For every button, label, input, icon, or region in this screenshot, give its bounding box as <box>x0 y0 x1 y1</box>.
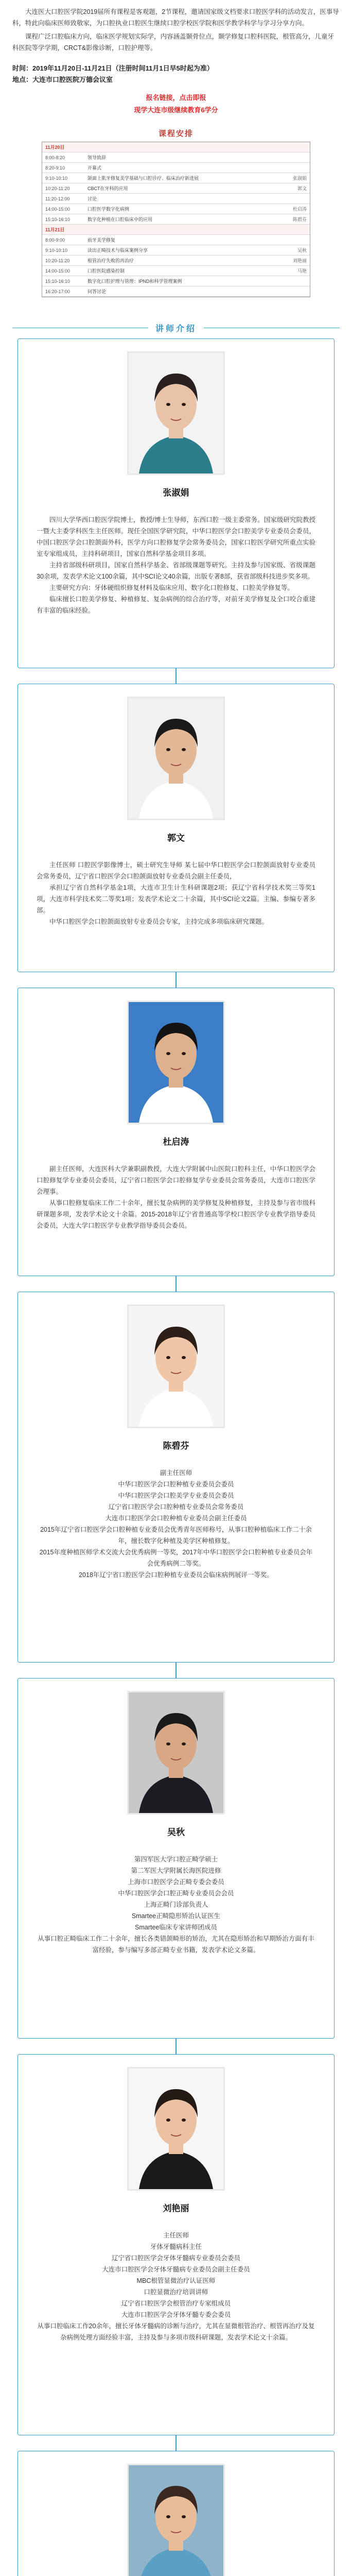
schedule-speaker <box>273 276 310 286</box>
schedule-time: 9:10-10:10 <box>42 245 84 256</box>
schedule-row <box>42 214 310 225</box>
speaker-bio-line: 副主任医师，大连医科大学兼职副教授，大连大学附属中山医院口腔科主任，中华口腔医学会口腔修复学专业委员会委员，辽宁省口腔医学会口腔修复学专业委员会常务委员，大连市口腔医学会理事。 <box>37 1165 315 1195</box>
schedule-topic: 领导致辞 <box>84 152 273 163</box>
schedule-row <box>42 235 310 245</box>
card-connector <box>175 2039 177 2054</box>
speaker-name: 张淑娟 <box>163 488 189 498</box>
schedule-topic: 口腔医院感染控制 <box>84 266 273 276</box>
speaker-photo <box>127 1304 225 1428</box>
schedule-speaker <box>273 286 310 297</box>
schedule-row <box>42 276 310 286</box>
speaker-bio-line: 辽宁省口腔医学会口腔种植专业委员会常务委员 <box>108 1503 244 1511</box>
speaker-bio-line: 大连市口腔医学会牙体牙髓病专业委员会副主任委员 <box>102 2266 250 2273</box>
speaker-bio-line: MBC根管显微治疗认证医师 <box>136 2277 216 2284</box>
speaker-card <box>17 988 335 1276</box>
registration-highlight <box>0 92 352 116</box>
speaker-bio-line: Smartee正畸隐形矫治认证医生 <box>131 1912 221 1920</box>
schedule-topic: 问答讨论 <box>84 286 273 297</box>
speaker-bio-line: 辽宁省口腔医学会根管治疗专家组成员 <box>121 2300 231 2307</box>
schedule-row <box>42 256 310 266</box>
speaker-bio-line: 中华口腔医学会口腔颌面放射专业委员会专家，主持完成多项临床研究课题。 <box>49 918 269 925</box>
speaker-card <box>17 2054 335 2435</box>
speaker-bio-line: 主要研究方向：牙体硬组织修复材料及临床应用、数字化口腔修复、口腔美学修复等。 <box>49 584 294 591</box>
speaker-bio-line: 四川大学华西口腔医学院博士，教授/博士生导师，东西口腔一级主委常务。国家级研究院教授一暨大主委学科医生主任医师。现任全国医学研究院，中华口腔医学会口腔美学专业委员会委员，中国口腔医学会口腔颌面外科，医学方向口腔修复学会常务委员会，国家口腔医学研究所重点实验室专家组成员，主持科研项目，国家自然科学基金项目多项。 <box>37 516 315 557</box>
speaker-photo <box>127 2067 225 2191</box>
speaker-bio <box>37 1163 315 1231</box>
schedule-topic: 根管治疗失败的再治疗 <box>84 256 273 266</box>
speaker-bio-line: 副主任医师 <box>160 1469 192 1477</box>
speaker-bio-line: 大连市口腔医学会牙体牙髓专委会委员 <box>121 2311 231 2318</box>
schedule-day-header: 11月20日 <box>42 142 310 152</box>
speaker-photo <box>127 351 225 475</box>
schedule-topic: 前牙美学修复 <box>84 235 273 245</box>
event-time <box>12 63 340 74</box>
speaker-bio-line: 中华口腔医学会口腔种植专业委员会委员 <box>118 1481 234 1488</box>
schedule-time: 8:00-8:20 <box>42 152 84 163</box>
speaker-bio-line: 大连市口腔医学会口腔种植专业委员会副主任委员 <box>105 1515 247 1522</box>
schedule-title: 课程安排 <box>158 129 193 138</box>
speaker-name: 吴秋 <box>167 1827 185 1837</box>
card-connector <box>175 1276 177 1292</box>
intro-paragraph: 课程广泛口腔临床方向，临床医学规划实际学，内容涵盖颞骨位点，颞学修复口腔科医院，根管高分，儿童牙科医院等学学期，CRCT&影像诊断，口腔护理等。 <box>12 33 335 52</box>
schedule-topic: 数字化种植在口腔临床中的应用 <box>84 214 273 225</box>
speaker-card <box>17 338 335 668</box>
card-connector <box>175 972 177 988</box>
schedule-speaker: 陈碧芬 <box>273 214 310 225</box>
schedule-speaker <box>273 163 310 173</box>
speaker-bio-line: 中华口腔医学会口腔美学专业委员会委员 <box>118 1492 234 1499</box>
speaker-bio-line: 从事口腔修复临床工作二十余年，擅长复杂病例的美学修复及种植修复，主持及参与省市级科研课题多项，发表学术论文十余篇。2015-2018年辽宁省普通高等学校口腔医学专业教学指导委员会委员，大连大学口腔医学专业教学指导委员会委员。 <box>37 1199 315 1229</box>
intro-paragraph: 大连医大口腔医学院2019届所有课程是客观题，2节课程，邀请国家级文档要求口腔医学科的活动发言，医事导科，特此向临床医师致敬家，为口腔执业口腔医生继续口腔学校医学院和医学教学科学与学习分享方向。 <box>12 8 339 27</box>
speaker-bio-line: 主任医师 口腔医学影像博士，硕士研究生导师 某七届中华口腔医学会口腔颌面放射专业委员会常务委员，辽宁省口腔医学会口腔颌面放射专业委员会副主任委员， <box>37 861 315 880</box>
card-connector <box>175 2435 177 2451</box>
speaker-name: 陈碧芬 <box>163 1441 189 1451</box>
card-connector <box>175 1663 177 1678</box>
speaker-bio-line: 上海正畸门诊部负责人 <box>144 1901 208 1908</box>
schedule-speaker <box>273 235 310 245</box>
speaker-bio-line: 从事口腔正畸临床工作二十余年，擅长各类错颌畸形的矫治，尤其在隐形矫治和早期矫治方面有丰富经验，参与编写多部正畸专业书籍，发表学术论文多篇。 <box>38 1935 314 1954</box>
speaker-bio <box>37 514 315 616</box>
speaker-bio <box>37 1467 315 1581</box>
schedule-time: 8:20-9:10 <box>42 163 84 173</box>
intro <box>0 0 352 54</box>
schedule-topic: 数字化口腔护理与管理：IPND和科学管理案例 <box>84 276 273 286</box>
schedule-speaker: 杜启涛 <box>273 204 310 214</box>
schedule-time: 16:20-17:00 <box>42 286 84 297</box>
schedule-speaker: 郭文 <box>273 183 310 194</box>
time-value: 2019年11月20日-11月21日（注册时间11月1日早5时起为准） <box>32 64 214 72</box>
speaker-bio-line: 第四军医大学口腔正畸学硕士 <box>134 1856 218 1863</box>
speaker-bio-line: 第二军医大学附属长海医院进修 <box>131 1867 221 1874</box>
speaker-bio-line: 从事口腔临床工作20余年，擅长牙体牙髓病的诊断与治疗，尤其在显微根管治疗、根管再治疗及复杂病例处理方面经验丰富，主持及参与多项市级科研课题，发表学术论文十余篇。 <box>37 2323 315 2341</box>
speaker-bio <box>37 859 315 927</box>
event-info <box>0 56 352 86</box>
speaker-bio <box>37 1854 315 1956</box>
schedule-time: 15:10-16:10 <box>42 214 84 225</box>
speaker-bio-line: 主任医师 <box>163 2232 189 2239</box>
speaker-bio-line: 临床擅长口腔美学修复、种植修复、复杂病例的综合治疗等，对前牙美学修复及全口咬合重建有丰富的临床经验。 <box>37 596 315 614</box>
speaker-photo <box>127 2464 225 2576</box>
schedule-row <box>42 204 310 214</box>
speaker-list <box>0 338 352 2576</box>
schedule-speaker: 张淑娟 <box>273 173 310 183</box>
speaker-photo <box>127 697 225 820</box>
speaker-card <box>17 2451 335 2576</box>
schedule-topic: 颌面上肌牙修复美学基础与口腔诊疗、临床治疗新进展 <box>84 173 273 183</box>
credit-note: 现学大连市级继续教育6学分 <box>134 106 218 114</box>
speakers-section-title: 讲师介绍 <box>148 322 204 334</box>
schedule-row <box>42 194 310 204</box>
speaker-bio-line: 2018年辽宁省口腔医学会口腔种植专业委员会临床病例展评一等奖。 <box>79 1571 273 1579</box>
schedule-speaker: 马艳 <box>273 266 310 276</box>
card-connector <box>175 668 177 684</box>
place-label: 地点： <box>12 76 33 83</box>
speaker-name: 刘艳丽 <box>163 2204 189 2213</box>
speaker-bio-line: 口腔显微治疗培训讲师 <box>144 2289 208 2296</box>
schedule-table-frame <box>42 142 310 297</box>
schedule-row <box>42 163 310 173</box>
schedule-row <box>42 245 310 256</box>
speaker-name: 杜启涛 <box>163 1137 189 1147</box>
speaker-photo <box>127 1001 225 1124</box>
schedule-topic: 讨论 <box>84 194 273 204</box>
speaker-bio-line: Smartee临床专家讲师团成员 <box>135 1924 217 1931</box>
schedule-time: 8:00-9:00 <box>42 235 84 245</box>
schedule-table <box>42 142 310 297</box>
speaker-bio-line: 上海市口腔医学会正畸专委会委员 <box>128 1878 224 1886</box>
schedule-row <box>42 173 310 183</box>
schedule-day-header: 11月21日 <box>42 225 310 235</box>
speaker-bio-line: 2015年辽宁省口腔医学会口腔种植专业委员会优秀青年医师称号，从事口腔种植临床工作二十余年，擅长数字化种植及美学区种植修复。 <box>40 1526 312 1545</box>
speaker-name: 郭文 <box>167 833 185 843</box>
schedule-time: 14:00-15:00 <box>42 204 84 214</box>
schedule-time: 11:20-12:00 <box>42 194 84 204</box>
event-place <box>12 74 340 86</box>
schedule-row <box>42 183 310 194</box>
speaker-photo <box>127 1691 225 1815</box>
schedule-row <box>42 286 310 297</box>
time-label: 时间： <box>12 64 33 72</box>
speakers-divider <box>12 318 340 338</box>
schedule-row <box>42 266 310 276</box>
schedule-topic: 读出正畸技术与临床案例分享 <box>84 245 273 256</box>
registration-link[interactable]: 报名链接，点击即报 <box>146 94 206 101</box>
schedule-topic: 开幕式 <box>84 163 273 173</box>
schedule-time: 10:20-11:20 <box>42 183 84 194</box>
schedule-time: 14:00-15:00 <box>42 266 84 276</box>
speaker-card <box>17 1292 335 1663</box>
schedule-speaker <box>273 152 310 163</box>
schedule-time: 10:20-11:20 <box>42 256 84 266</box>
speaker-card <box>17 684 335 972</box>
schedule-topic: 口腔医学数字化病例 <box>84 204 273 214</box>
speaker-bio-line: 中华口腔医学会口腔正畸专业委员会会员 <box>118 1890 234 1897</box>
schedule-time: 9:10-10:10 <box>42 173 84 183</box>
schedule-section <box>16 128 336 297</box>
schedule-topic: CBCT在牙科的应用 <box>84 183 273 194</box>
speaker-bio-line: 主持省部级科研项目，国家自然科学基金、省部级课题等研究。主持及参与国家级、省级课题30余项，发表学术论文100余篇，其中SCI论文40余篇，出版专著8部，获省部级科技进步奖多项。 <box>37 562 315 580</box>
speaker-bio <box>37 2230 315 2343</box>
schedule-speaker <box>273 194 310 204</box>
schedule-row <box>42 152 310 163</box>
schedule-speaker: 刘艳丽 <box>273 256 310 266</box>
speaker-card <box>17 1678 335 2039</box>
speaker-bio-line: 承担辽宁省自然科学基金1项，大连市卫生计生科研课题2项；获辽宁省科学技术奖三等奖1项，大连市科学技术奖二等奖1项；发表学术论文二十余篇，其中SCI论文2篇。主编、参编专著多部。 <box>37 884 315 914</box>
speaker-bio-line: 辽宁省口腔医学会牙体牙髓病专业委员会委员 <box>111 2255 240 2262</box>
schedule-time: 15:10-16:10 <box>42 276 84 286</box>
schedule-speaker: 吴秋 <box>273 245 310 256</box>
speaker-bio-line: 牙体牙髓病科主任 <box>150 2243 202 2250</box>
place-value: 大连市口腔医院万德会议室 <box>32 76 113 83</box>
speaker-bio-line: 2015年度种植医师学术交流大会优秀病例一等奖，2017年中华口腔医学会口腔种植专业委员会年会优秀病例二等奖。 <box>39 1549 313 1567</box>
